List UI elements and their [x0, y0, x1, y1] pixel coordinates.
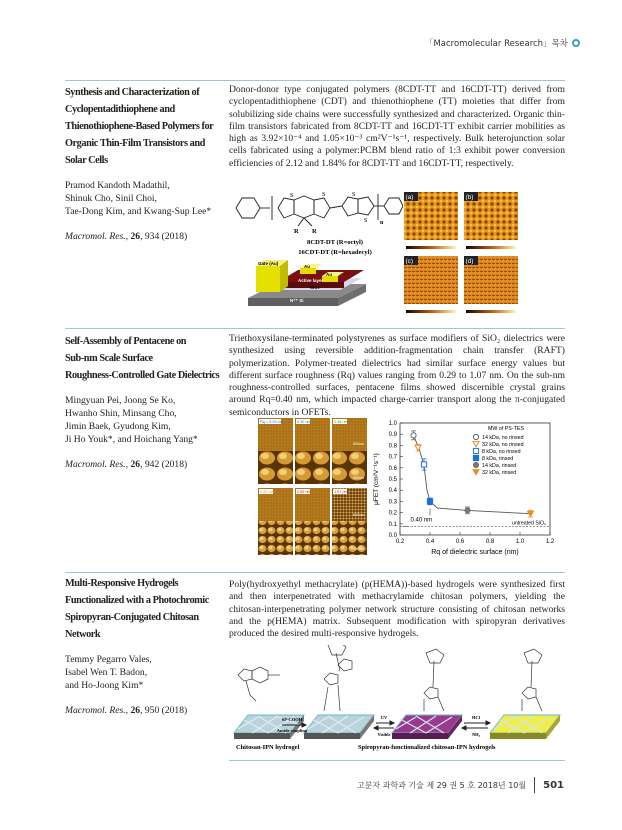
section-divider [65, 80, 565, 81]
reagent-label: SP-COOH [281, 717, 303, 722]
author-line: Temmy Pegarro Vales, [65, 654, 152, 665]
sio2-label: SiO₂ [310, 285, 320, 290]
spiropyran-molecule [238, 645, 542, 711]
article-title [65, 84, 225, 169]
afm-panel [332, 488, 367, 555]
scheme-caption-left: Chitosan-IPN hydrogel [236, 744, 300, 751]
legend-marker [473, 434, 478, 439]
volume: 26 [130, 459, 141, 470]
y-tick-label: 1.0 [388, 421, 397, 427]
gate-label: Gate (Au) [258, 261, 279, 266]
afm-panel [295, 418, 330, 484]
article-abstract: Donor-donor type conjugated polymers (8CDT-TT and 16CDT-TT) derived from cyclopentadithiophene (CDT) and thienothiophene (TT) moieties that differ from solubilizing side chains were successfully synthesized and characterized. Organic thin-film transistors fabricated from 8CDT-TT and 16CDT-TT exhibit carrier mobilities as high as 3.92×10⁻⁴ and 1.05×10⁻³ cm²V⁻¹s⁻¹, respectively. Bulk heterojunction solar cells fabricated using a polymer:PCBM blend ratio of 1:3 exhibit power conversion efficiencies of 2.12 and 1.84% for 8CDT-TT and 16CDT-TT, respectively. [229, 84, 565, 169]
title-line: Thienothiophene-Based Polymers for [65, 121, 214, 132]
article-authors [65, 653, 225, 692]
article-1-info [65, 84, 225, 242]
page-footer [357, 777, 564, 793]
y-tick-label: 0.8 [388, 443, 397, 450]
title-line: Roughness-Controlled Gate Dielectrics [65, 370, 220, 381]
color-scale-bar [466, 246, 516, 249]
scale-bar-label: 500nm [353, 476, 364, 480]
panel-label: (b) [465, 194, 474, 201]
panel-label: (a) [405, 194, 414, 201]
legend-entry: 8 kDa, rinsed [482, 456, 514, 462]
footer-separator [534, 777, 535, 793]
polymer-label: 16CDT-DT (R=hexadecyl) [298, 249, 372, 256]
au-label: Au [326, 272, 332, 277]
y-tick-label: 0.6 [388, 465, 397, 472]
atom-label: S [290, 193, 294, 199]
visible-label: Visible [377, 732, 391, 737]
y-tick-label: 0.5 [388, 477, 397, 483]
y-tick-label: 0.3 [388, 499, 397, 506]
step-label: Amide coupling [276, 728, 308, 733]
afm-panel [295, 488, 330, 555]
title-line: Synthesis and Characterization of [65, 87, 200, 98]
x-tick-label: 0.4 [425, 539, 435, 545]
atom-label: S [364, 218, 368, 224]
section-divider [65, 328, 565, 329]
hydrogel-scheme-figure [228, 645, 568, 760]
roughness-label: 0.36 nm [334, 420, 348, 425]
article-authors [65, 394, 225, 446]
legend-entry: 14 kDa, no rinsed [482, 435, 524, 441]
data-point [411, 433, 416, 438]
legend-entry: 32 kDa, rinsed [482, 470, 517, 476]
roughness-label: 0.40 nm [260, 490, 274, 495]
y-tick-label: 0.9 [388, 432, 397, 439]
article-authors [65, 179, 225, 218]
substituent-label: R [294, 228, 299, 235]
protonated-slab [490, 715, 560, 739]
scale-bar-label: 500nm [353, 442, 364, 446]
y-tick-label: 0.4 [388, 488, 397, 495]
afm-panel [258, 488, 293, 555]
pages: 950 (2018) [144, 705, 188, 716]
hcl-label: HCl [471, 715, 481, 720]
legend-marker [473, 455, 478, 460]
uv-label: UV [380, 715, 388, 720]
title-line: Self-Assembly of Pentacene on [65, 336, 187, 347]
x-axis-label: Rq of dielectric surface (nm) [431, 549, 519, 556]
y-tick-label: 0.1 [388, 521, 397, 528]
scale-bar-label: 500nm [353, 513, 364, 517]
title-line: Multi-Responsive Hydrogels [65, 578, 179, 589]
article-citation: Macromol. Res., 26, 950 (2018) [65, 705, 188, 716]
atom-label: S [322, 192, 326, 198]
volume: 26 [130, 231, 141, 242]
author-line: Shinuk Cho, Sinil Choi, [65, 193, 157, 204]
page-number: 501 [543, 779, 564, 791]
volume: 26 [130, 705, 141, 716]
header-text: 「Macromolecular Research」목차 [424, 39, 568, 49]
title-line: Organic Thin-Film Transistors and [65, 138, 205, 149]
article-title [65, 333, 225, 384]
nh3-label: NH₃ [471, 732, 481, 737]
scheme-caption-right: Spiropyran-functionalized chitosan-IPN hydrogels [358, 744, 496, 751]
section-divider [65, 572, 565, 573]
roughness-label: Rq = 0.29 nm [260, 420, 283, 425]
x-tick-label: 0.6 [455, 539, 465, 545]
legend-marker [473, 462, 478, 467]
roughness-label: 1.07 nm [334, 490, 348, 495]
article-title [65, 575, 225, 643]
polymer-label: 8CDT-DT (R=octyl) [307, 239, 363, 246]
ring-bullet-icon [572, 39, 580, 47]
mobility-vs-roughness-chart [370, 415, 565, 560]
data-point [427, 499, 432, 504]
reference-line-label: untreated SiO₂ [511, 520, 546, 527]
x-tick-label: 0.2 [395, 539, 405, 545]
au-label: Au [304, 264, 310, 269]
author-line: Isabel Wen T. Badon, [65, 667, 148, 678]
polymer-structure-figure [228, 186, 403, 316]
title-line: Solar Cells [65, 155, 108, 166]
annotation-label: 0.40 nm [410, 517, 433, 524]
afm-panel [258, 418, 293, 484]
article-2-info [65, 333, 225, 470]
chart-legend [473, 434, 524, 476]
scale-bar-label: 500nm [353, 547, 364, 551]
article-abstract: Poly(hydroxyethyl methacrylate) (p(HEMA))-based hydrogels were synthesized first and then interpenetrated with methacrylamide chitosan polymers, yielding the chitosan-interpenetrating polymer network structure consisting of chitosan networks and the p(HEMA) matrix. Subsequent modification with spiropyran derivatives produced the desired multi-responsive hydrogels. [229, 579, 565, 640]
title-line: Network [65, 629, 101, 640]
title-line: Cyclopentadithiophene and [65, 104, 175, 115]
color-scale-bar [406, 310, 456, 313]
afm-panel [332, 418, 367, 484]
journal-name: Macromol. Res. [65, 459, 126, 470]
author-line: Tae-Dong Kim, and Kwang-Sup Lee* [65, 206, 212, 217]
x-tick-label: 1.0 [515, 539, 525, 545]
y-tick-label: 0.0 [388, 533, 397, 539]
data-point [421, 462, 426, 467]
legend-marker [473, 442, 479, 447]
x-tick-label: 1.2 [545, 539, 555, 545]
panel-label: (c) [405, 258, 414, 265]
data-point [415, 445, 421, 450]
pages: 942 (2018) [144, 459, 188, 470]
article-abstract: Triethoxysilane-terminated polystyrenes as surface modifiers of SiO₂ dielectrics were synthesized using reversible addition-fragmentation chain transfer (RAFT) polymerization. Polymer-treated dielectrics had similar surface energy values but different surface roughness (Rq) values ranging from 0.29 to 1.07 nm. On the sub-nm roughness-controlled surfaces, pentacene films showed discernible crystal grains around Rq=0.40 nm, which impacted charge-carrier transport along the π-conjugated semiconductors in OFETs. [229, 333, 565, 418]
atom-label: S [352, 192, 356, 198]
title-line: Functionalized with a Photochromic [65, 595, 209, 606]
author-line: Jimin Baek, Gyudong Kim, [65, 421, 171, 432]
spiropyran-slab [304, 715, 374, 739]
afm-images-figure [400, 190, 560, 320]
legend-entry: 8 kDa, no rinsed [482, 449, 521, 455]
author-line: Pramod Kandoth Madathil, [65, 180, 170, 191]
pages: 934 (2018) [144, 231, 188, 242]
y-tick-label: 0.2 [388, 510, 397, 517]
author-line: and Ho-Joong Kim* [65, 680, 144, 691]
x-tick-label: 0.8 [485, 539, 495, 545]
color-scale-bar [466, 310, 516, 313]
y-axis-label: μFET (cm²V⁻¹s⁻¹) [373, 453, 380, 505]
author-line: Mingyuan Pei, Joong Se Ko, [65, 395, 176, 406]
legend-entry: 32 kDa, no rinsed [482, 442, 524, 448]
legend-entry: 14 kDa, rinsed [482, 463, 517, 469]
merocyanine-slab [392, 715, 462, 739]
substrate-label: N⁺⁺ Si [290, 298, 304, 303]
substituent-label: R [312, 228, 317, 235]
roughness-label: 0.65 nm [297, 490, 311, 495]
legend-marker [473, 448, 478, 453]
running-header [425, 37, 580, 49]
pentacene-afm-grid [258, 418, 368, 556]
article-citation: Macromol. Res., 26, 942 (2018) [65, 459, 188, 470]
section-divider [229, 760, 565, 761]
roughness-label: 0.32 nm [297, 420, 311, 425]
journal-name: Macromol. Res. [65, 231, 126, 242]
article-3-info [65, 575, 225, 716]
legend-marker [473, 470, 479, 475]
color-scale-bar [406, 246, 456, 249]
repeat-subscript: n [380, 220, 384, 226]
title-line: Spiropyran-Conjugated Chitosan [65, 612, 199, 623]
article-citation: Macromol. Res., 26, 934 (2018) [65, 231, 188, 242]
panel-label: (d) [465, 258, 474, 265]
y-tick-label: 0.7 [388, 454, 397, 461]
data-point [465, 508, 470, 513]
title-line: Sub-nm Scale Surface [65, 353, 153, 364]
active-layer-label: Active layer [298, 278, 324, 283]
footer-journal-info: 고분자 과학과 기술 제 29 권 5 호 2018년 10월 [356, 780, 527, 790]
legend-title: MW of PS-TES [488, 426, 524, 432]
author-line: Ji Ho Youk*, and Hoichang Yang* [65, 434, 198, 445]
chemical-structure [236, 194, 403, 220]
journal-name: Macromol. Res. [65, 705, 126, 716]
author-line: Hwanho Shin, Minsang Cho, [65, 408, 177, 419]
